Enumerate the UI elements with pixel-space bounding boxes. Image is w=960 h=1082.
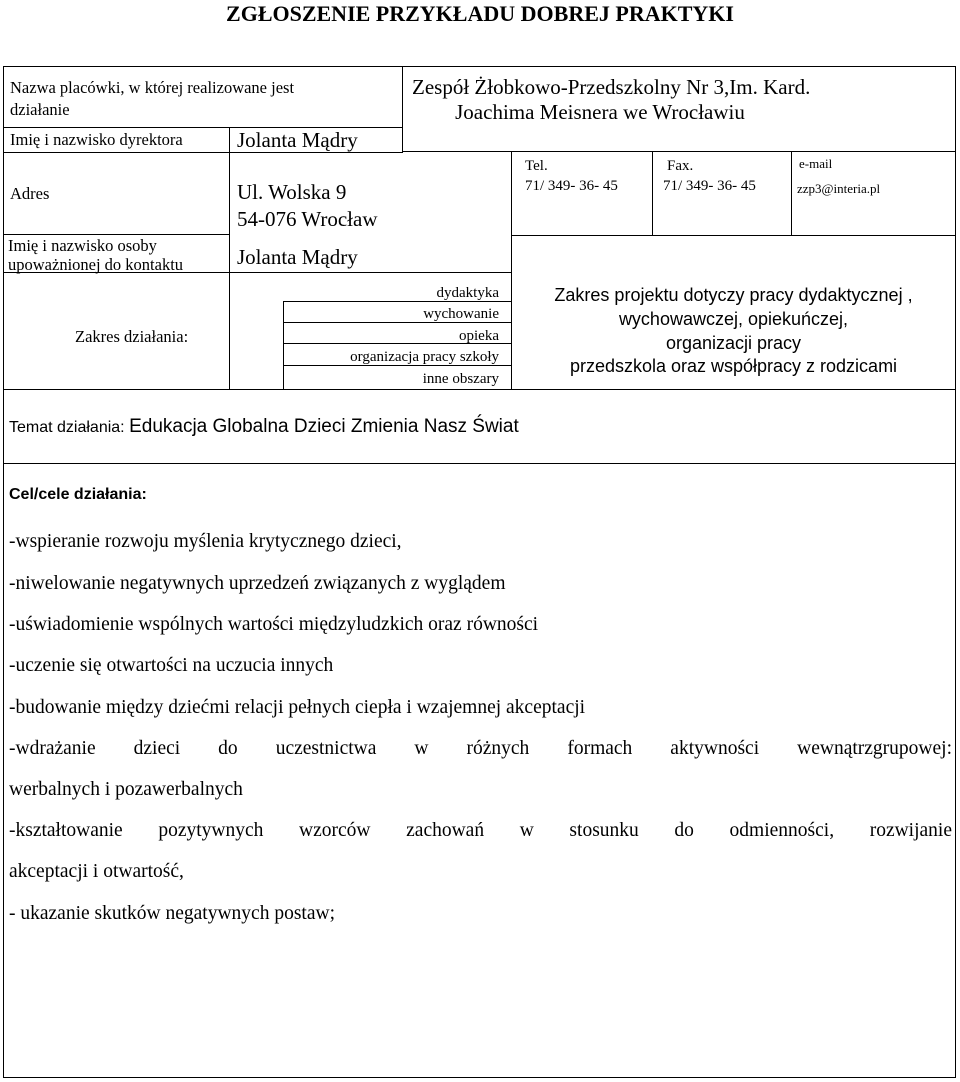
cel-item: -budowanie między dziećmi relacji pełnych ciepła i wzajemnej akceptacji <box>9 697 586 718</box>
dyrektor-value: Jolanta Mądry <box>237 128 358 152</box>
tel-label: Tel. <box>525 158 548 174</box>
zakres-description: Zakres projektu dotyczy pracy dydaktycznej , wychowawczej, opiekuńczej, organizacji pracy przedszkola oraz współpracy z rodzicami <box>554 285 913 377</box>
dyrektor-label: Imię i nazwisko dyrektora <box>10 130 183 149</box>
cel-item: werbalnych i pozawerbalnych <box>9 779 243 800</box>
zakres-label: Zakres działania: <box>75 327 189 346</box>
zakres-option: wychowanie <box>423 306 499 323</box>
zakres-options <box>290 283 499 390</box>
cel-item: -wspieranie rozwoju myślenia krytycznego dzieci, <box>9 531 402 552</box>
cel-item: akceptacji i otwartość, <box>9 861 184 882</box>
email-label: e-mail <box>799 156 833 171</box>
placowka-value: Zespół Żłobkowo-Przedszkolny Nr 3,Im. Kard. Joachima Meisnera we Wrocławiu <box>412 75 811 124</box>
zakres-option: organizacja pracy szkoły <box>350 349 499 366</box>
cel-item: -wdrażanie dzieci do uczestnictwa w różnych formach aktywności wewnątrzgrupowej: <box>9 738 952 759</box>
zakres-option: opieka <box>459 327 499 344</box>
temat-row <box>9 416 519 438</box>
temat-value: Edukacja Globalna Dzieci Zmienia Nasz Świat <box>129 416 519 437</box>
zakres-option: dydaktyka <box>436 285 499 301</box>
email-value[interactable]: zzp3@interia.pl <box>797 181 881 196</box>
fax-field <box>663 156 756 196</box>
cel-item: -uświadomienie wspólnych wartości międzyludzkich oraz równości <box>9 614 539 635</box>
cel-item: -uczenie się otwartości na uczucia innych <box>9 655 334 676</box>
temat-label: Temat działania: <box>9 419 125 436</box>
tel-value: 71/ 349- 36- 45 <box>525 178 618 194</box>
email-field <box>797 154 880 199</box>
cel-item: -niwelowanie negatywnych uprzedzeń związanych z wyglądem <box>9 573 506 594</box>
adres-value: Ul. Wolska 9 54-076 Wrocław <box>237 180 378 231</box>
fax-label: Fax. <box>667 158 694 174</box>
page-title: ZGŁOSZENIE PRZYKŁADU DOBREJ PRAKTYKI <box>226 1 734 26</box>
adres-label: Adres <box>10 184 50 203</box>
cele-label: Cel/cele działania: <box>9 486 147 503</box>
placowka-label: Nazwa placówki, w której realizowane jest działanie <box>10 78 295 119</box>
kontakt-value: Jolanta Mądry <box>237 245 358 269</box>
zakres-option: inne obszary <box>422 370 499 387</box>
tel-field <box>525 156 618 196</box>
cel-item: - ukazanie skutków negatywnych postaw; <box>9 903 335 924</box>
cel-item: -kształtowanie pozytywnych wzorców zachowań w stosunku do odmienności, rozwijanie <box>9 820 952 841</box>
fax-value: 71/ 349- 36- 45 <box>663 178 756 194</box>
kontakt-label: Imię i nazwisko osoby upoważnionej do kontaktu <box>8 236 184 274</box>
